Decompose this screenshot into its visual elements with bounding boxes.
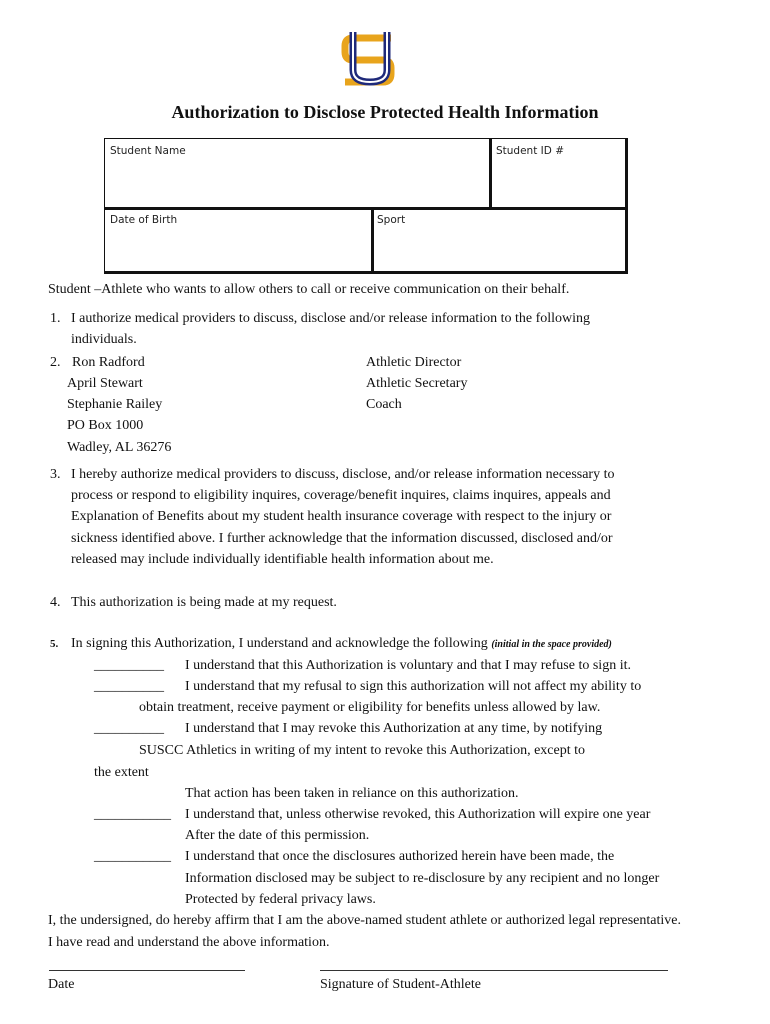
item-number-1: 1. (50, 311, 61, 326)
item-3-line: sickness identified above. I further acknowledge that the information discussed, disclosed and/or (71, 531, 613, 546)
ack-text-cont: After the date of this permission. (185, 828, 370, 843)
signature-line[interactable] (320, 970, 668, 971)
student-name-label: Student Name (110, 145, 186, 157)
contact-name: Ron Radford (72, 355, 145, 370)
item-3-line: process or respond to eligibility inquires, coverage/benefit inquires, claims inquires, appeals and (71, 488, 611, 503)
ack-text: I understand that my refusal to sign this authorization will not affect my ability to (185, 679, 642, 694)
intro-text: Student –Athlete who wants to allow others to call or receive communication on their behalf. (48, 282, 570, 297)
page-title: Authorization to Disclose Protected Health Information (171, 102, 599, 122)
contact-title: Athletic Secretary (366, 376, 468, 391)
date-of-birth-field[interactable] (104, 207, 374, 274)
item-number-3: 3. (50, 467, 61, 482)
date-line[interactable] (49, 970, 245, 971)
ack-text: I understand that once the disclosures authorized herein have been made, the (185, 849, 615, 864)
ack-text-cont: Information disclosed may be subject to re-disclosure by any recipient and no longer (185, 871, 660, 886)
student-id-field[interactable] (490, 138, 628, 210)
contact-address: PO Box 1000 (67, 418, 144, 433)
item-1-text: I authorize medical providers to discuss, disclose and/or release information to the following (71, 311, 591, 326)
item-3-line: I hereby authorize medical providers to discuss, disclose, and/or release information necessary to (71, 467, 615, 482)
sport-field[interactable] (371, 207, 628, 274)
ack-text-cont: That action has been taken in reliance on this authorization. (185, 786, 519, 801)
ack-text-cont: SUSCC Athletics in writing of my intent to revoke this Authorization, except to (139, 743, 586, 758)
ack-text: I understand that, unless otherwise revoked, this Authorization will expire one year (185, 807, 651, 822)
sport-label: Sport (377, 214, 406, 226)
initial-blank[interactable]: ___________ (94, 807, 171, 822)
ack-text-cont: the extent (94, 765, 149, 780)
item-4-text: This authorization is being made at my request. (71, 595, 337, 610)
date-of-birth-label: Date of Birth (110, 214, 178, 226)
school-logo (339, 30, 401, 86)
item-3-line: Explanation of Benefits about my student health insurance coverage with respect to the injury or (71, 509, 612, 524)
contact-title: Athletic Director (366, 355, 462, 370)
date-label: Date (48, 977, 75, 992)
item-3-line: released may include individually identifiable health information about me. (71, 552, 494, 567)
student-name-field[interactable] (104, 138, 492, 210)
contact-name: Stephanie Railey (67, 397, 163, 412)
affirm-text: I, the undersigned, do hereby affirm that I am the above-named student athlete or authorized legal representative. (48, 913, 681, 928)
signature-label: Signature of Student-Athlete (320, 977, 481, 992)
ack-text: I understand that I may revoke this Authorization at any time, by notifying (185, 721, 603, 736)
student-id-label: Student ID # (496, 145, 564, 157)
item-number-4: 4. (50, 595, 61, 610)
item-5-main: In signing this Authorization, I understand and acknowledge the following (71, 636, 488, 651)
contact-title: Coach (366, 397, 402, 412)
affirm-text: I have read and understand the above information. (48, 935, 330, 950)
item-5-note: (initial in the space provided) (491, 639, 612, 650)
item-5-text (71, 635, 612, 654)
contact-name: April Stewart (67, 376, 143, 391)
initial-blank[interactable]: __________ (94, 658, 164, 673)
item-number-5: 5. (50, 638, 59, 650)
item-1-text-cont: individuals. (71, 332, 137, 347)
ack-text: I understand that this Authorization is voluntary and that I may refuse to sign it. (185, 658, 631, 673)
ack-text-cont: Protected by federal privacy laws. (185, 892, 376, 907)
initial-blank[interactable]: __________ (94, 721, 164, 736)
ack-text-cont: obtain treatment, receive payment or eligibility for benefits unless allowed by law. (139, 700, 601, 715)
initial-blank[interactable]: ___________ (94, 849, 171, 864)
initial-blank[interactable]: __________ (94, 679, 164, 694)
item-number-2: 2. (50, 355, 61, 370)
contact-city: Wadley, AL 36276 (67, 440, 172, 455)
